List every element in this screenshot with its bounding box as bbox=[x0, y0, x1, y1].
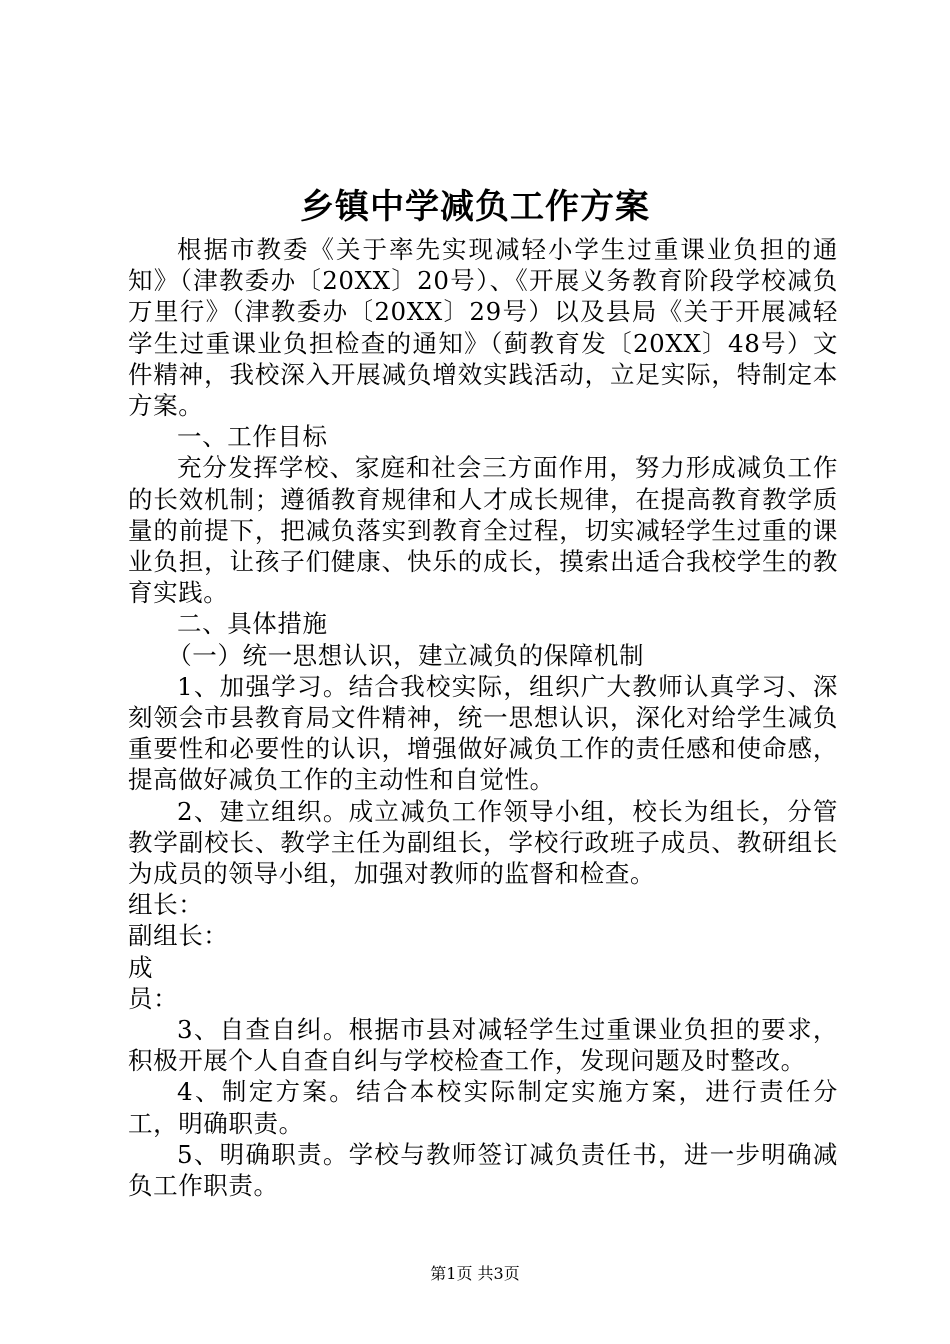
heading-work-goals: 一、工作目标 bbox=[177, 422, 328, 452]
label-members-part2: 员： bbox=[128, 983, 179, 1013]
label-deputy-group-leader: 副组长： bbox=[128, 921, 229, 951]
paragraph-goals: 充分发挥学校、家庭和社会三方面作用，努力形成减负工作的长效机制；遵循教育规律和人才成长规律，在提高教育教学质量的前提下，把减负落实到教育全过程，切实减轻学生过重的课业负担，让孩子们健康、快乐的成长，摸索出适合我校学生的教育实践。 bbox=[128, 453, 838, 608]
paragraph-strengthen-learning: 1、加强学习。结合我校实际，组织广大教师认真学习、深刻领会市县教育局文件精神，统一思想认识，深化对给学生减负重要性和必要性的认识，增强做好减负工作的责任感和使命感，提高做好减负工作的主动性和自觉性。 bbox=[128, 671, 838, 795]
paragraph-self-check: 3、自查自纠。根据市县对减轻学生过重课业负担的要求，积极开展个人自查自纠与学校检查工作，发现问题及时整改。 bbox=[128, 1015, 838, 1076]
paragraph-make-plan: 4、制定方案。结合本校实际制定实施方案，进行责任分工，明确职责。 bbox=[128, 1077, 838, 1138]
label-members-part1: 成 bbox=[128, 952, 154, 982]
subheading-unify-thinking: （一）统一思想认识，建立减负的保障机制 bbox=[167, 640, 645, 670]
document-title: 乡镇中学减负工作方案 bbox=[300, 187, 650, 227]
document-body bbox=[128, 234, 838, 1201]
paragraph-intro: 根据市教委《关于率先实现减轻小学生过重课业负担的通知》（津教委办〔20XX〕20号）、《开展义务教育阶段学校减负万里行》（津教委办〔20XX〕29号）以及县局《关于开展减轻学生过重课业负担检查的通知》（蓟教育发〔20XX〕48号）文件精神，我校深入开展减负增效实践活动，立足实际，特制定本方案。 bbox=[128, 235, 838, 421]
label-group-leader: 组长： bbox=[128, 890, 204, 920]
paragraph-establish-organization: 2、建立组织。成立减负工作领导小组，校长为组长，分管教学副校长、教学主任为副组长，学校行政班子成员、教研组长为成员的领导小组，加强对教师的监督和检查。 bbox=[128, 796, 838, 889]
paragraph-clarify-duties: 5、明确职责。学校与教师签订减负责任书，进一步明确减负工作职责。 bbox=[128, 1139, 838, 1201]
page-footer: 第1页 共3页 bbox=[430, 1264, 520, 1283]
heading-measures: 二、具体措施 bbox=[177, 609, 328, 639]
